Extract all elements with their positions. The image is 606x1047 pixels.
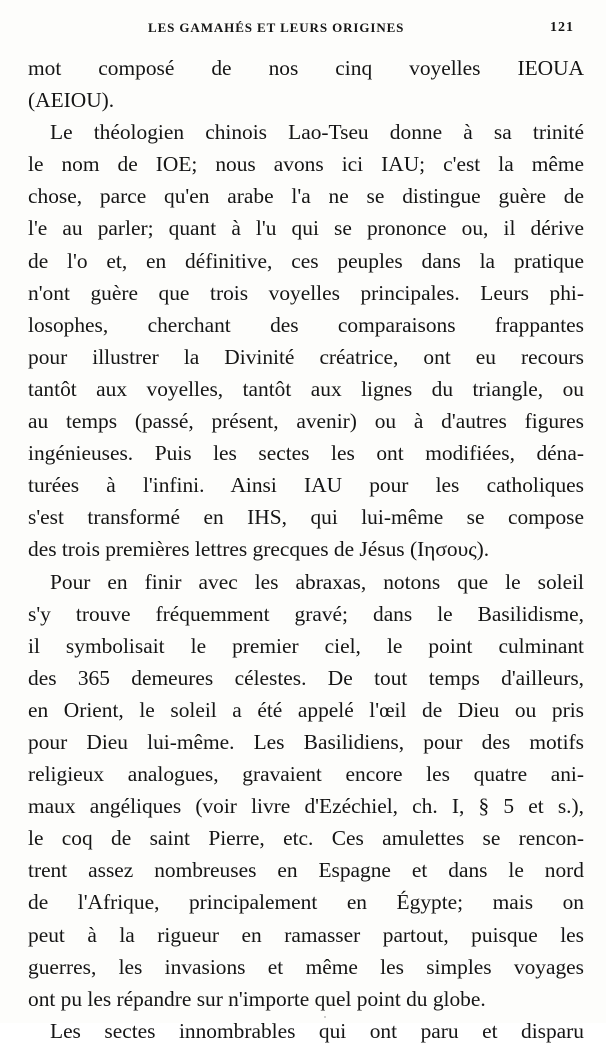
text-line: s'y trouve fréquemment gravé; dans le Basilidisme, bbox=[28, 601, 584, 626]
text-line: Pour en finir avec les abraxas, notons que le soleil bbox=[50, 569, 584, 594]
text-line: n'ont guère que trois voyelles principales. Leurs phi- bbox=[28, 280, 584, 305]
text-line: tantôt aux voyelles, tantôt aux lignes du triangle, ou bbox=[28, 376, 584, 401]
page-header bbox=[28, 20, 580, 42]
body-text bbox=[28, 52, 584, 1047]
text-line: au temps (passé, présent, avenir) ou à d'autres figures bbox=[28, 409, 584, 434]
text-line: (AEIOU). bbox=[28, 88, 115, 113]
text-line: pour illustrer la Divinité créatrice, ont eu recours bbox=[28, 344, 584, 369]
text-line: guerres, les invasions et même les simples voyages bbox=[28, 954, 584, 979]
text-line: des 365 demeures célestes. De tout temps d'ailleurs, bbox=[28, 665, 584, 690]
text-line: des trois premières lettres grecques de Jésus (Iησους). bbox=[28, 537, 490, 562]
text-line: de l'Afrique, principalement en Égypte; mais on bbox=[28, 890, 584, 915]
text-line: s'est transformé en IHS, qui lui-même se compose bbox=[28, 505, 584, 530]
text-line: peut à la rigueur en ramasser partout, puisque les bbox=[28, 922, 584, 947]
text-line: turées à l'infini. Ainsi IAU pour les catholiques bbox=[28, 473, 584, 498]
text-line: religieux analogues, gravaient encore les quatre ani- bbox=[28, 762, 584, 787]
text-line: Les sectes innombrables qui ont paru et disparu bbox=[50, 1018, 584, 1043]
text-line: le coq de saint Pierre, etc. Ces amulettes se rencon- bbox=[28, 826, 584, 851]
page-number: 121 bbox=[550, 20, 574, 35]
text-line: en Orient, le soleil a été appelé l'œil de Dieu ou pris bbox=[28, 697, 584, 722]
text-line: pour Dieu lui-même. Les Basilidiens, pour des motifs bbox=[28, 729, 584, 754]
text-line: l'e au parler; quant à l'u qui se prononce ou, il dérive bbox=[28, 216, 584, 241]
text-line: mot composé de nos cinq voyelles IEOUA bbox=[28, 56, 584, 80]
text-line: chose, parce qu'en arabe l'a ne se distingue guère de bbox=[28, 184, 584, 209]
text-line: le nom de IOE; nous avons ici IAU; c'est la même bbox=[28, 152, 584, 177]
text-line: maux angéliques (voir livre d'Ezéchiel, ch. I, § 5 et s.), bbox=[28, 794, 584, 819]
text-line: trent assez nombreuses en Espagne et dans le nord bbox=[28, 858, 584, 883]
text-line: ingénieuses. Puis les sectes les ont modifiées, déna- bbox=[28, 441, 584, 466]
text-line: Le théologien chinois Lao-Tseu donne à sa trinité bbox=[50, 120, 584, 145]
text-line: de l'o et, en définitive, ces peuples dans la pratique bbox=[28, 248, 584, 273]
page-speck bbox=[324, 1016, 326, 1018]
text-line: ont pu les répandre sur n'importe quel point du globe. bbox=[28, 986, 486, 1011]
text-line: il symbolisait le premier ciel, le point culminant bbox=[28, 633, 584, 658]
running-title: LES GAMAHÉS ET LEURS ORIGINES bbox=[148, 20, 405, 35]
text-line: losophes, cherchant des comparaisons frappantes bbox=[28, 312, 584, 337]
